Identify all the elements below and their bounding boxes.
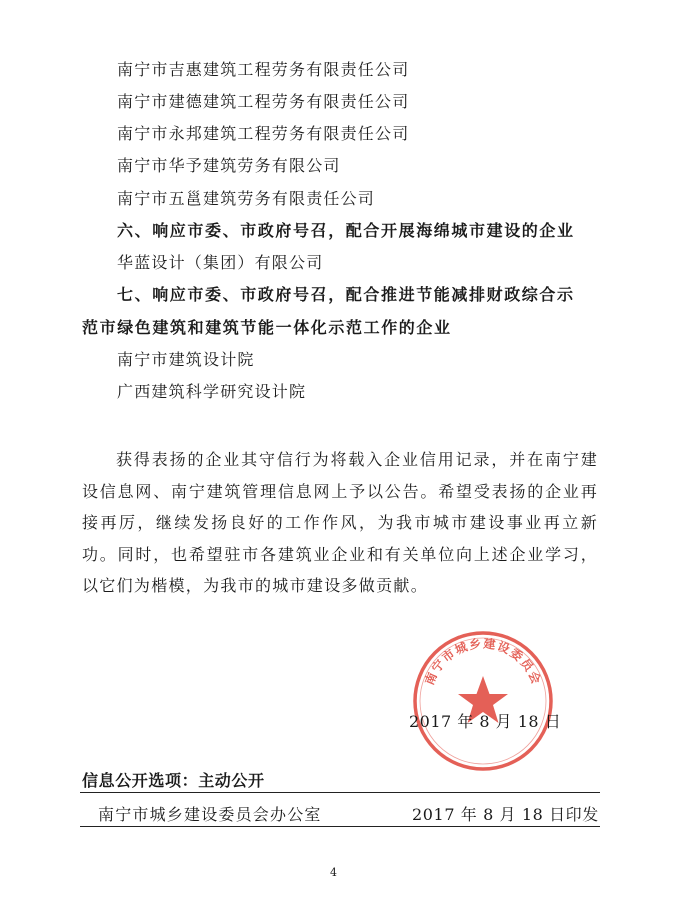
signature-date: 2017 年 8 月 18 日	[409, 712, 562, 731]
company-line: 华蓝设计（集团）有限公司	[117, 253, 324, 272]
footer-issue-date: 2017 年 8 月 18 日印发	[412, 805, 599, 824]
official-seal	[410, 628, 556, 774]
company-line: 南宁市建筑设计院	[117, 350, 255, 369]
footer-issuer: 南宁市城乡建设委员会办公室	[98, 805, 322, 824]
footer-rule-top	[80, 792, 600, 793]
section-heading-cont: 范市绿色建筑和建筑节能一体化示范工作的企业	[82, 318, 452, 337]
section-heading: 七、响应市委、市政府号召，配合推进节能减排财政综合示	[117, 285, 575, 304]
footer-rule-bottom	[80, 826, 600, 827]
company-line: 南宁市永邦建筑工程劳务有限责任公司	[117, 124, 410, 143]
company-line: 南宁市建德建筑工程劳务有限责任公司	[117, 92, 410, 111]
disclosure-option: 信息公开选项：主动公开	[82, 771, 265, 790]
page-number: 4	[330, 866, 339, 879]
company-line: 南宁市华予建筑劳务有限公司	[117, 156, 341, 175]
closing-paragraph: 获得表扬的企业其守信行为将载入企业信用记录，并在南宁建设信息网、南宁建筑管理信息网上予以公告。希望受表扬的企业再接再厉，继续发扬良好的工作作风，为我市城市建设事业再立新功。同时，也希望驻市各建筑业企业和有关单位向上述企业学习，以它们为楷模，为我市的城市建设多做贡献。	[82, 450, 598, 595]
company-line: 南宁市五邕建筑劳务有限责任公司	[117, 189, 376, 208]
seal-text: 南宁市城乡建设委员会	[422, 636, 544, 688]
section-heading: 六、响应市委、市政府号召，配合开展海绵城市建设的企业	[117, 221, 575, 240]
company-line: 广西建筑科学研究设计院	[117, 382, 307, 401]
company-line: 南宁市吉惠建筑工程劳务有限责任公司	[117, 60, 410, 79]
